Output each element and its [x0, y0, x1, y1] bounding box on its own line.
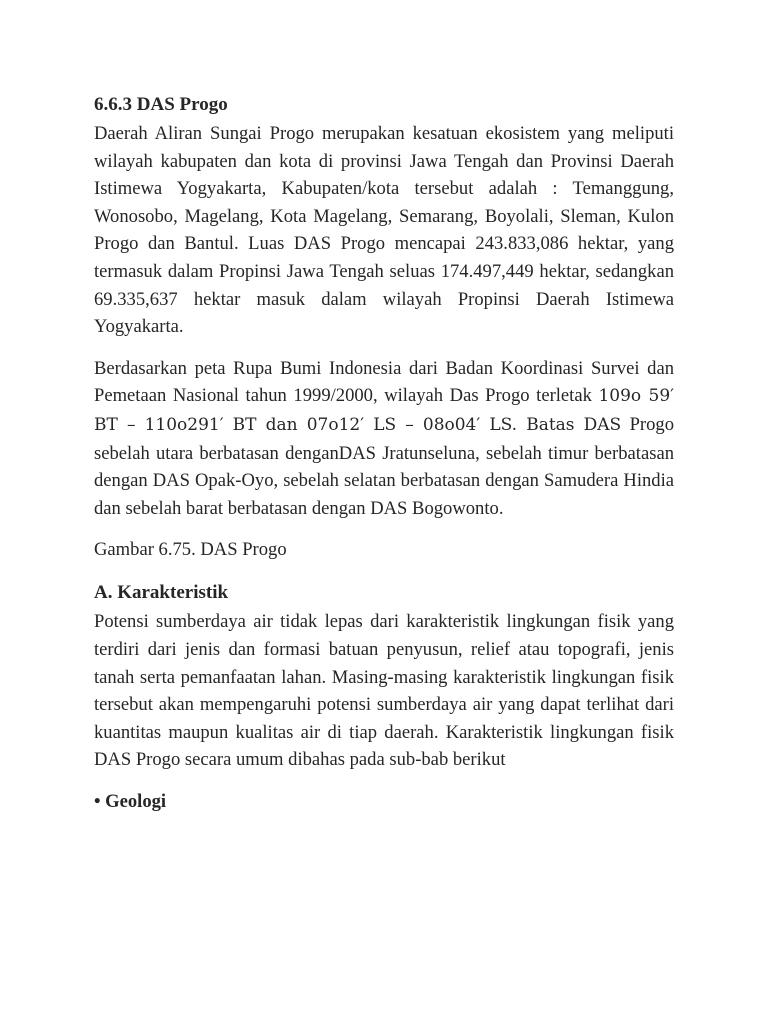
coordinate-text: 109o 59′ BT – 110o291′ BT dan 07o12′ LS – 08o04′ LS. Batas DAS — [94, 386, 674, 435]
paragraph-gap — [94, 522, 674, 536]
paragraph-2-rest: Progo sebelah utara berbatasan denganDAS Jratunseluna, sebelah timur berbatasan dengan DAS Opak-Oyo, sebelah selatan berbatasan dengan Samudera Hindia dan sebelah barat berbatasan dengan DAS Bogowonto. — [94, 413, 674, 519]
paragraph-gap — [94, 564, 674, 578]
document-page — [94, 90, 674, 816]
bullet-heading-geologi: • Geologi — [94, 790, 167, 812]
section-paragraph-1: Daerah Aliran Sungai Progo merupakan kesatuan ekosistem yang meliputi wilayah kabupaten dan kota di provinsi Jawa Tengah dan Provinsi Daerah Istimewa Yogyakarta, Kabupaten/kota tersebut adalah : Temanggung, Wonosobo, Magelang, Kota Magelang, Semarang, Boyolali, Sleman, Kulon Progo dan Bantul. Luas DAS Progo mencapai 243.833,086 hektar, yang termasuk dalam Propinsi Jawa Tengah seluas 174.497,449 hektar, sedangkan 69.335,637 hektar masuk dalam wilayah Propinsi Daerah Istimewa Yogyakarta. — [94, 123, 674, 338]
section-paragraph-2 — [94, 355, 674, 523]
paragraph-2-intro: Berdasarkan peta Rupa Bumi Indonesia dari Badan Koordinasi Survei dan Pemetaan Nasional tahun 1999/2000, wilayah Das Progo terletak — [94, 357, 674, 407]
figure-caption: Gambar 6.75. DAS Progo — [94, 539, 287, 561]
section-heading: 6.6.3 DAS Progo — [94, 94, 228, 115]
subsection-paragraph: Potensi sumberdaya air tidak lepas dari karakteristik lingkungan fisik yang terdiri dari jenis dan formasi batuan penyusun, relief atau topografi, jenis tanah serta pemanfaatan lahan. Masing-masing karakteristik lingkungan fisik tersebut akan mempengaruhi potensi sumberdaya air yang dapat terlihat dari kuantitas maupun kualitas air di tiap daerah. Karakteristik lingkungan fisik DAS Progo secara umum dibahas pada sub-bab berikut — [94, 611, 674, 771]
paragraph-gap — [94, 774, 674, 788]
subsection-heading: A. Karakteristik — [94, 582, 229, 604]
paragraph-gap — [94, 341, 674, 355]
